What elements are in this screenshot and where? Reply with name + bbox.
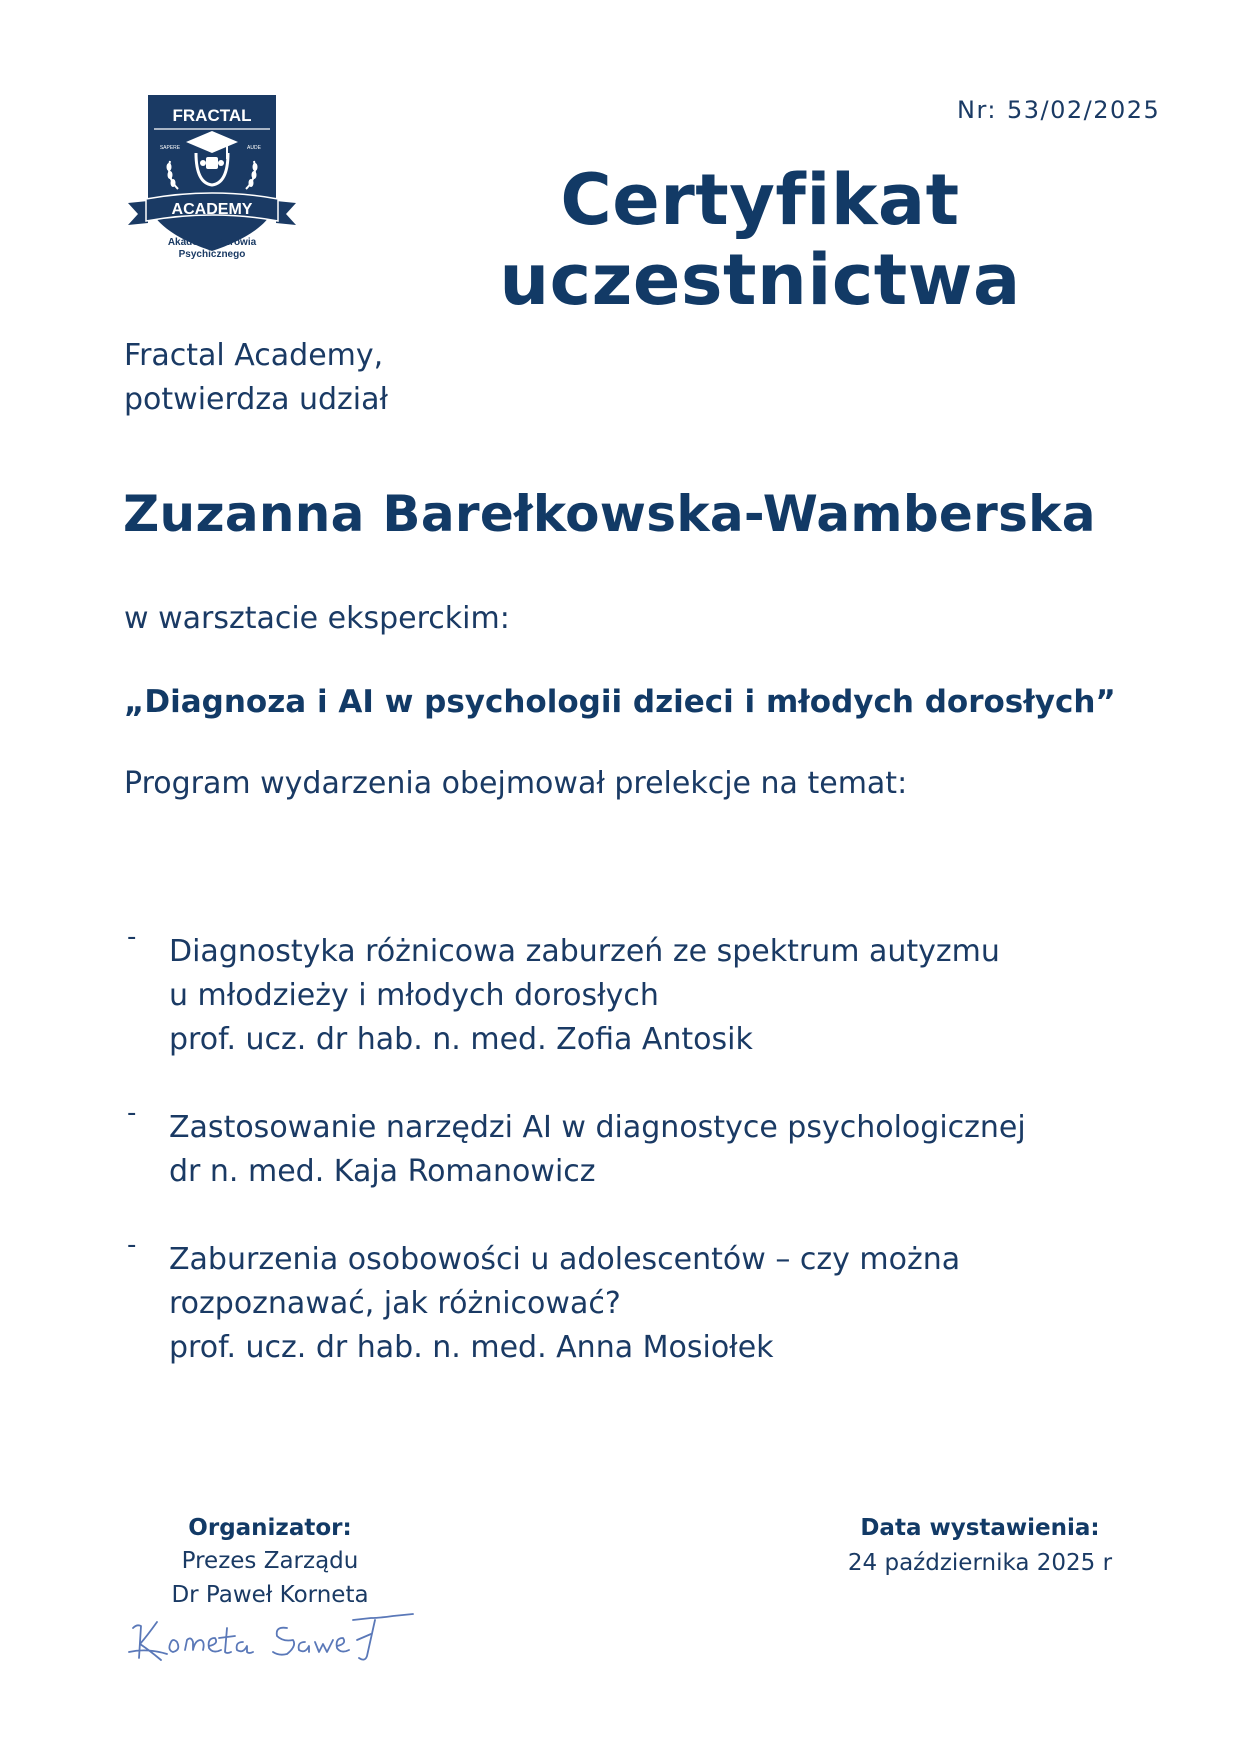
svg-text:SAPERE: SAPERE	[159, 145, 181, 151]
certificate-number-value: 53/02/2025	[1006, 96, 1161, 124]
svg-text:AUDE: AUDE	[247, 145, 261, 151]
svg-text:Psychicznego: Psychicznego	[178, 249, 246, 260]
title-line-2: uczestnictwa	[499, 239, 1021, 321]
workshop-title: „Diagnoza i AI w psychologii dzieci i młodych dorosłych”	[124, 684, 1116, 720]
title-line-1: Certyfikat	[560, 159, 960, 241]
handwritten-signature	[127, 1606, 417, 1678]
organizer-block	[140, 1512, 400, 1612]
logo-banner-text: ACADEMY	[171, 201, 253, 218]
svg-text:Akademia Zdrowia: Akademia Zdrowia	[167, 237, 257, 248]
list-dash: -	[127, 1098, 137, 1128]
fractal-academy-logo	[126, 93, 308, 271]
intro-text: Fractal Academy, potwierdza udział	[124, 338, 389, 417]
list-dash: -	[127, 922, 137, 952]
issue-date-label: Data wystawienia:	[860, 1515, 1100, 1541]
organizer-name: Dr Paweł Korneta	[171, 1582, 369, 1608]
participant-name: Zuzanna Barełkowska-Wamberska	[123, 485, 1096, 543]
certificate-number	[957, 96, 1160, 124]
certificate-title	[460, 160, 1060, 320]
certificate-number-label: Nr:	[957, 96, 997, 124]
organizer-role: Prezes Zarządu	[181, 1548, 359, 1574]
workshop-label: w warsztacie eksperckim:	[124, 601, 510, 636]
list-dash: -	[127, 1230, 137, 1260]
logo-top-text: FRACTAL	[172, 106, 252, 125]
issue-date-block	[820, 1512, 1140, 1582]
organizer-label: Organizator:	[188, 1515, 352, 1541]
program-label: Program wydarzenia obejmował prelekcje na temat:	[124, 766, 908, 801]
issue-date-value: 24 października 2025 r	[847, 1550, 1113, 1576]
